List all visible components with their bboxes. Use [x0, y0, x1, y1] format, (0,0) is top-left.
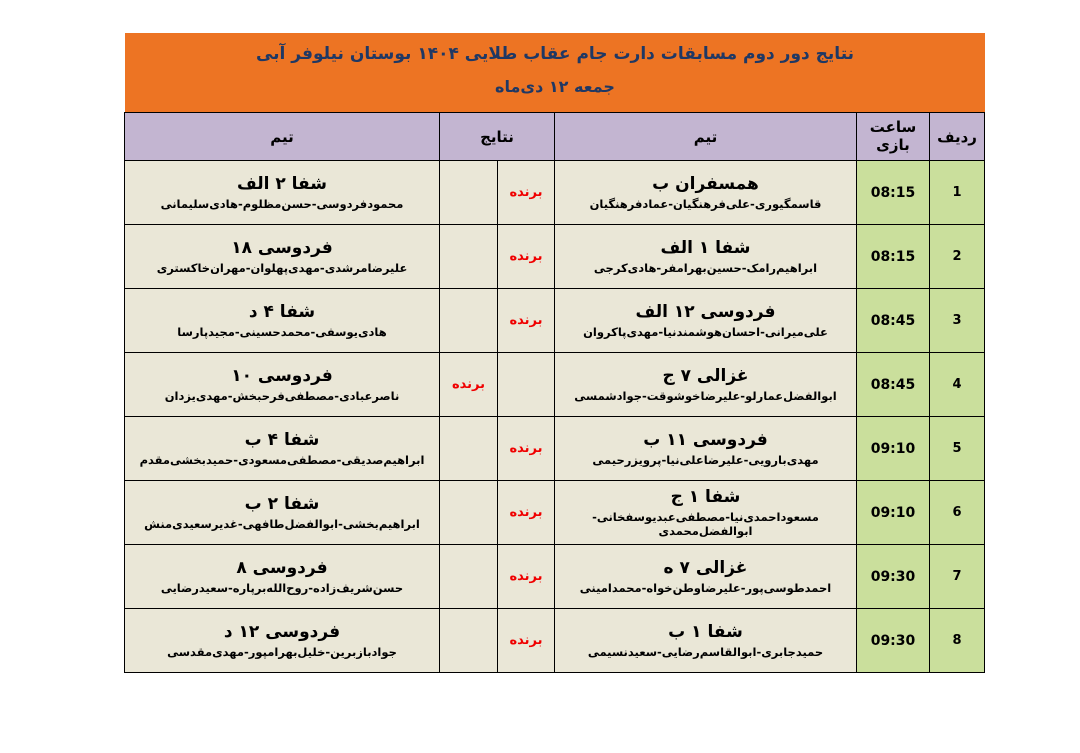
team-right-name: غزالی ۷ ج — [662, 365, 749, 386]
team-right-name: شفا ۱ ج — [670, 487, 741, 508]
table-row — [125, 225, 985, 289]
team-right-name: غزالی ۷ ه — [663, 557, 748, 578]
result-left-cell — [440, 417, 498, 481]
team-right-players: مسعوداحمدی‌نیا-مصطفی‌عبدیوسفخانی-ابوالفضل‌محمدی — [592, 510, 819, 538]
result-left-cell — [440, 289, 498, 353]
tournament-banner — [125, 33, 985, 112]
team-left-name: فردوسی ۸ — [236, 557, 328, 578]
team-right-cell — [555, 225, 857, 289]
header-team-right: تیم — [555, 113, 857, 161]
team-right-cell — [555, 481, 857, 545]
team-left-players: هادی‌یوسفی-محمدحسینی-مجیدپارسا — [177, 325, 387, 340]
table-row — [125, 545, 985, 609]
team-left-name: شفا ۲ ب — [244, 493, 320, 514]
team-left-cell — [125, 417, 440, 481]
team-right-name: شفا ۱ الف — [660, 237, 751, 258]
match-time: 09:30 — [857, 545, 930, 609]
team-right-name: فردوسی ۱۲ الف — [635, 301, 776, 322]
tournament-date: جمعه ۱۲ دی‌ماه — [495, 77, 615, 97]
row-number: 4 — [930, 353, 985, 417]
team-left-cell — [125, 353, 440, 417]
row-number: 8 — [930, 609, 985, 673]
results-tbody — [125, 161, 985, 673]
team-left-players: محمودفردوسی-حسن‌مظلوم-هادی‌سلیمانی — [160, 197, 404, 212]
header-team-left: تیم — [125, 113, 440, 161]
match-time: 08:15 — [857, 225, 930, 289]
team-right-players: ابراهیم‌رامک-حسین‌بهرامفر-هادی‌کرجی — [593, 261, 818, 276]
header-results: نتایج — [440, 113, 555, 161]
team-left-name: شفا ۲ الف — [236, 173, 328, 194]
team-left-players: ابراهیم‌بخشی-ابوالفضل‌طافهی-غدیرسعیدی‌منش — [144, 517, 420, 532]
result-right-cell: برنده — [498, 289, 555, 353]
team-right-players: ابوالفضل‌عمارلو-علیرضاخوشوقت-جوادشمسی — [574, 389, 837, 404]
team-left-name: شفا ۴ د — [248, 301, 316, 322]
result-right-cell — [498, 353, 555, 417]
result-left-cell — [440, 545, 498, 609]
result-left-cell: برنده — [440, 353, 498, 417]
header-game-time: ساعت بازی — [857, 113, 930, 161]
team-left-name: فردوسی ۱۰ — [231, 365, 333, 386]
team-right-cell — [555, 545, 857, 609]
team-left-players: ابراهیم‌صدیقی-مصطفی‌مسعودی-حمیدبخشی‌مقدم — [139, 453, 425, 468]
team-right-name: همسفران ب — [652, 173, 759, 194]
team-right-name: شفا ۱ ب — [668, 621, 743, 642]
result-left-cell — [440, 225, 498, 289]
result-right-cell: برنده — [498, 225, 555, 289]
team-right-players: قاسمگیوری-علی‌فرهنگیان-عمادفرهنگیان — [589, 197, 822, 212]
row-number: 5 — [930, 417, 985, 481]
table-row — [125, 417, 985, 481]
team-left-players: ناصرعبادی-مصطفی‌فرحبخش-مهدی‌یزدان — [164, 389, 400, 404]
team-left-cell — [125, 545, 440, 609]
table-header-row — [125, 113, 985, 161]
match-time: 09:30 — [857, 609, 930, 673]
team-right-name: فردوسی ۱۱ ب — [643, 429, 768, 450]
team-left-cell — [125, 481, 440, 545]
team-left-cell — [125, 609, 440, 673]
table-row — [125, 609, 985, 673]
table-row — [125, 353, 985, 417]
row-number: 6 — [930, 481, 985, 545]
result-right-cell: برنده — [498, 545, 555, 609]
match-time: 08:45 — [857, 289, 930, 353]
team-left-name: فردوسی ۱۸ — [231, 237, 333, 258]
team-right-players: حمیدجابری-ابوالقاسم‌رضایی-سعیدنسیمی — [587, 645, 824, 660]
header-row-number: ردیف — [930, 113, 985, 161]
results-sheet — [125, 33, 985, 673]
team-right-players: علی‌میرانی-احسان‌هوشمندنیا-مهدی‌پاکروان — [583, 325, 828, 340]
team-left-name: فردوسی ۱۲ د — [223, 621, 341, 642]
results-table — [124, 112, 985, 673]
team-right-cell — [555, 161, 857, 225]
team-right-cell — [555, 289, 857, 353]
match-time: 09:10 — [857, 417, 930, 481]
match-time: 08:15 — [857, 161, 930, 225]
row-number: 1 — [930, 161, 985, 225]
result-left-cell — [440, 481, 498, 545]
table-row — [125, 161, 985, 225]
team-left-cell — [125, 289, 440, 353]
tournament-title: نتایج دور دوم مسابقات دارت جام عقاب طلایی ۱۴۰۴ بوستان نیلوفر آبی — [255, 44, 855, 64]
team-left-players: علیرضامرشدی-مهدی‌پهلوان-مهران‌خاکستری — [156, 261, 408, 276]
result-left-cell — [440, 161, 498, 225]
team-left-players: جوادبازبرین-خلیل‌بهرامپور-مهدی‌مقدسی — [167, 645, 397, 660]
team-left-cell — [125, 161, 440, 225]
result-right-cell: برنده — [498, 417, 555, 481]
team-right-cell — [555, 417, 857, 481]
result-right-cell: برنده — [498, 481, 555, 545]
row-number: 2 — [930, 225, 985, 289]
result-left-cell — [440, 609, 498, 673]
row-number: 3 — [930, 289, 985, 353]
table-row — [125, 481, 985, 545]
team-left-name: شفا ۴ ب — [244, 429, 320, 450]
result-right-cell: برنده — [498, 609, 555, 673]
team-left-players: حسن‌شریف‌زاده-روح‌الله‌برپاره-سعیدرضایی — [160, 581, 404, 596]
row-number: 7 — [930, 545, 985, 609]
table-row — [125, 289, 985, 353]
team-right-cell — [555, 609, 857, 673]
team-right-cell — [555, 353, 857, 417]
team-right-players: احمدطوسی‌پور-علیرضاوطن‌خواه-محمدامینی — [579, 581, 832, 596]
result-right-cell: برنده — [498, 161, 555, 225]
match-time: 09:10 — [857, 481, 930, 545]
match-time: 08:45 — [857, 353, 930, 417]
team-left-cell — [125, 225, 440, 289]
team-right-players: مهدی‌بارویی-علیرضاعلی‌نیا-پرویزرحیمی — [592, 453, 819, 468]
